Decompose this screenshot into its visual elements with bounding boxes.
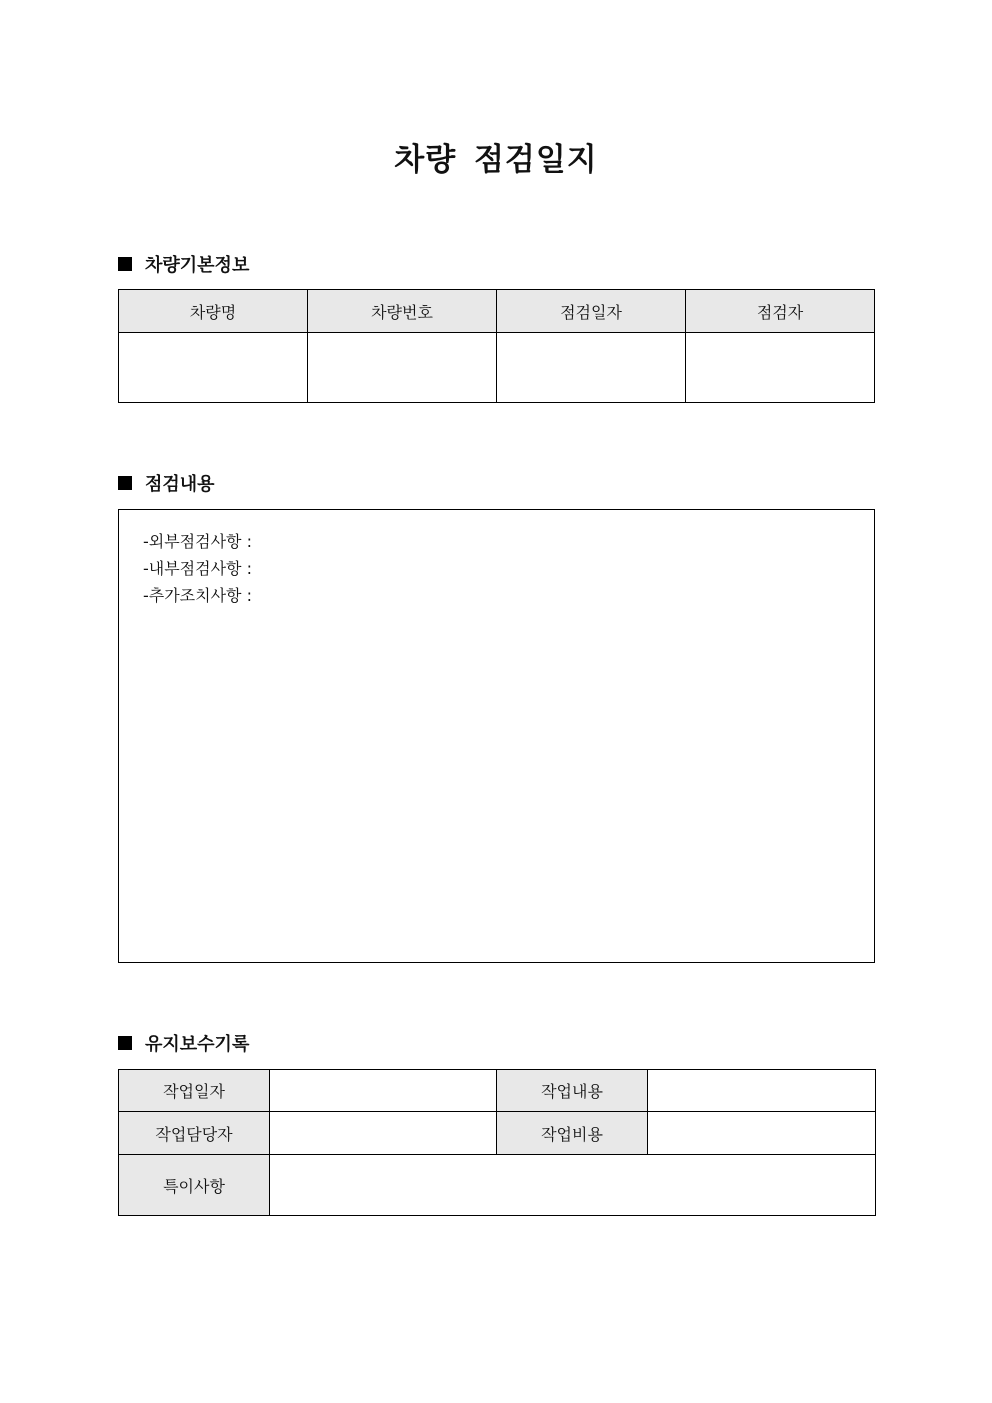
label-work-content: 작업내용 [497,1070,648,1112]
work-cost-cell[interactable] [648,1112,876,1155]
square-bullet-icon [118,476,132,490]
additional-action-line: -추가조치사항 : [143,586,252,605]
basic-info-header-row [119,290,875,333]
exterior-inspection-line: -외부점검사항 : [143,532,252,551]
maintenance-row-3 [119,1155,876,1216]
vehicle-name-cell[interactable] [119,333,308,403]
vehicle-number-cell[interactable] [308,333,497,403]
remarks-cell[interactable] [270,1155,876,1216]
square-bullet-icon [118,1036,132,1050]
header-vehicle-number: 차량번호 [308,290,497,333]
work-manager-cell[interactable] [270,1112,497,1155]
basic-info-table [118,289,875,403]
inspection-content-box[interactable] [118,509,875,963]
section-heading-maintenance-label: 유지보수기록 [145,1034,250,1055]
section-heading-maintenance [118,1030,249,1056]
inspection-date-cell[interactable] [497,333,686,403]
label-work-cost: 작업비용 [497,1112,648,1155]
page-title: 차량 점검일지 [394,142,598,178]
square-bullet-icon [118,257,132,271]
maintenance-row-1 [119,1070,876,1112]
header-inspector: 점검자 [686,290,875,333]
inspector-cell[interactable] [686,333,875,403]
maintenance-table [118,1069,876,1216]
label-remarks: 특이사항 [119,1155,270,1216]
section-heading-basic-info [118,251,249,277]
label-work-manager: 작업담당자 [119,1112,270,1155]
header-vehicle-name: 차량명 [119,290,308,333]
interior-inspection-line: -내부점검사항 : [143,559,252,578]
inspection-lines [143,528,252,609]
section-heading-inspection [118,470,215,496]
label-work-date: 작업일자 [119,1070,270,1112]
section-heading-inspection-label: 점검내용 [145,474,215,495]
maintenance-row-2 [119,1112,876,1155]
header-inspection-date: 점검일자 [497,290,686,333]
work-date-cell[interactable] [270,1070,497,1112]
work-content-cell[interactable] [648,1070,876,1112]
section-heading-basic-info-label: 차량기본정보 [145,255,250,276]
basic-info-value-row [119,333,875,403]
